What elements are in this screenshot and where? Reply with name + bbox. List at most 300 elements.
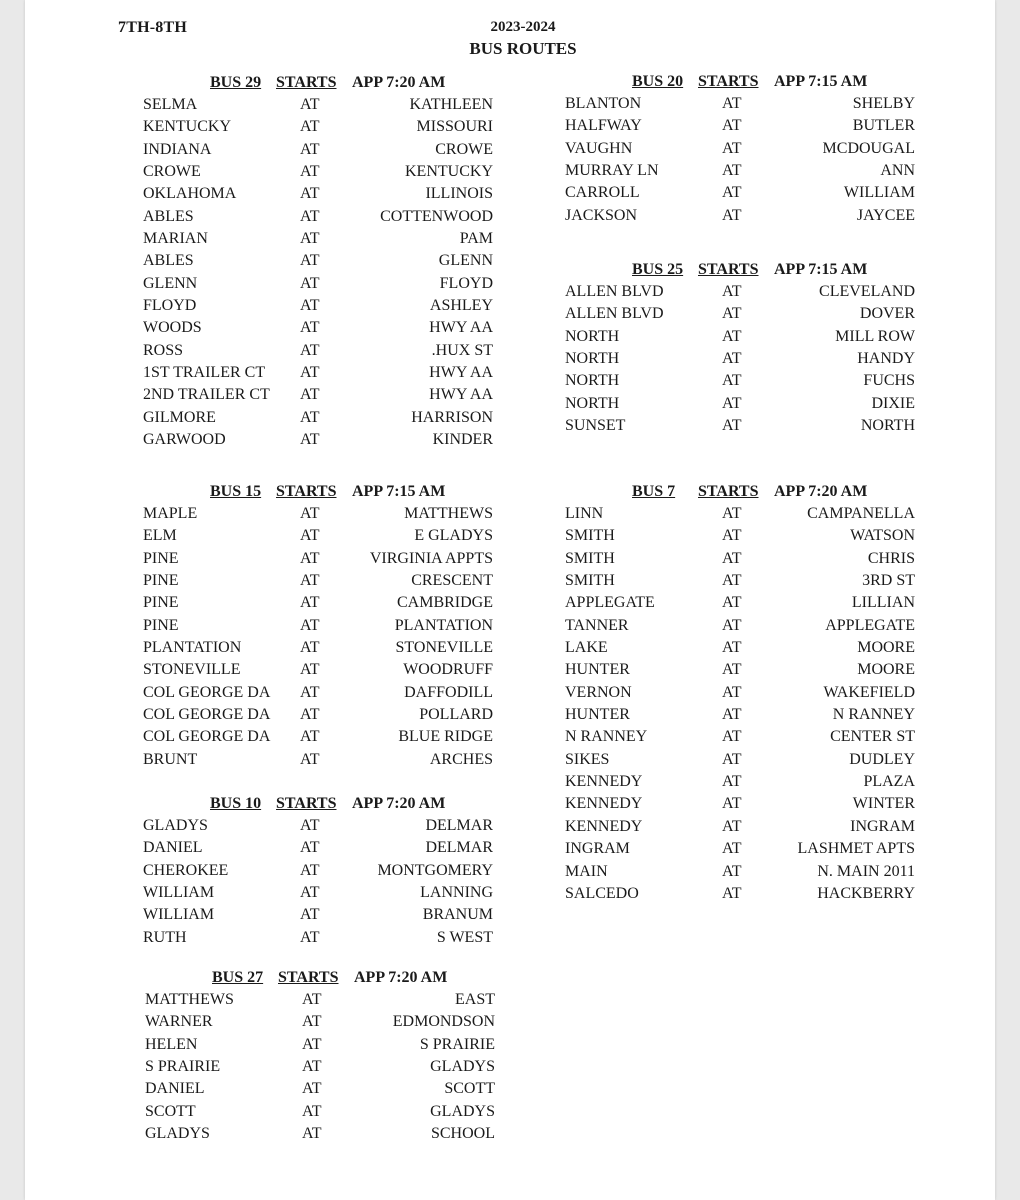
at-label: AT bbox=[300, 683, 320, 701]
stop-row bbox=[565, 548, 915, 570]
stop-row bbox=[143, 116, 493, 138]
street-name: SIKES bbox=[565, 750, 610, 768]
cross-street: KINDER bbox=[432, 431, 493, 449]
street-name: VERNON bbox=[565, 683, 632, 701]
street-name: ABLES bbox=[143, 252, 194, 270]
at-label: AT bbox=[722, 549, 742, 567]
cross-street: S PRAIRIE bbox=[419, 1035, 495, 1053]
street-name: PLANTATION bbox=[143, 639, 242, 657]
at-label: AT bbox=[300, 928, 320, 946]
at-label: AT bbox=[300, 505, 320, 522]
stop-row bbox=[565, 637, 915, 659]
stop-row bbox=[565, 393, 915, 415]
cross-street: CHRIS bbox=[867, 549, 915, 567]
cross-street: COTTENWOOD bbox=[380, 207, 493, 225]
cross-street: JAYCEE bbox=[856, 206, 915, 224]
at-label: AT bbox=[722, 162, 742, 180]
at-label: AT bbox=[722, 417, 742, 435]
street-name: HALFWAY bbox=[565, 117, 642, 135]
at-label: AT bbox=[300, 616, 320, 634]
at-label: AT bbox=[300, 839, 320, 857]
at-label: AT bbox=[300, 163, 320, 181]
street-name: GLADYS bbox=[145, 1125, 210, 1143]
cross-street: MCDOUGAL bbox=[822, 139, 915, 157]
street-name: ELM bbox=[143, 527, 177, 545]
cross-street: HWY AA bbox=[429, 364, 493, 382]
at-label: AT bbox=[300, 364, 320, 382]
document-title: BUS ROUTES bbox=[469, 39, 577, 58]
street-name: GARWOOD bbox=[143, 431, 226, 449]
cross-street: SCOTT bbox=[444, 1080, 495, 1098]
street-name: APPLEGATE bbox=[565, 594, 655, 612]
at-label: AT bbox=[722, 95, 742, 112]
street-name: SELMA bbox=[143, 96, 198, 113]
route-block bbox=[565, 261, 915, 437]
at-label: AT bbox=[722, 750, 742, 768]
stop-row bbox=[145, 1101, 495, 1123]
cross-street: HANDY bbox=[857, 350, 915, 368]
street-name: HELEN bbox=[145, 1035, 198, 1053]
cross-street: MISSOURI bbox=[416, 118, 493, 136]
cross-street: WINTER bbox=[852, 795, 915, 813]
street-name: PINE bbox=[143, 594, 179, 612]
stop-row bbox=[145, 1056, 495, 1078]
street-name: ALLEN BLVD bbox=[565, 305, 664, 323]
starts-label: STARTS bbox=[276, 74, 337, 91]
cross-street: BLUE RIDGE bbox=[398, 728, 493, 746]
route-header bbox=[143, 795, 493, 815]
street-name: WOODS bbox=[143, 319, 202, 337]
street-name: ROSS bbox=[143, 341, 184, 359]
at-label: AT bbox=[722, 728, 742, 746]
stop-row bbox=[143, 250, 493, 272]
route-block bbox=[565, 73, 915, 227]
street-name: KENTUCKY bbox=[143, 118, 231, 136]
cross-street: WAKEFIELD bbox=[823, 683, 915, 701]
cross-street: EDMONDSON bbox=[392, 1013, 495, 1031]
cross-street: GLADYS bbox=[430, 1058, 495, 1076]
at-label: AT bbox=[300, 527, 320, 545]
at-label: AT bbox=[722, 639, 742, 657]
street-name: ALLEN BLVD bbox=[565, 283, 664, 300]
street-name: RUTH bbox=[143, 928, 187, 946]
stop-row bbox=[143, 592, 493, 614]
at-label: AT bbox=[300, 386, 320, 404]
cross-street: BUTLER bbox=[852, 117, 915, 135]
at-label: AT bbox=[302, 1080, 322, 1098]
at-label: AT bbox=[300, 639, 320, 657]
street-name: TANNER bbox=[565, 616, 629, 634]
street-name: SCOTT bbox=[145, 1102, 196, 1120]
cross-street: MOORE bbox=[857, 639, 915, 657]
stop-row bbox=[565, 771, 915, 793]
stop-row bbox=[565, 615, 915, 637]
street-name: MATTHEWS bbox=[145, 991, 234, 1008]
stop-row bbox=[145, 1078, 495, 1100]
at-label: AT bbox=[722, 327, 742, 345]
at-label: AT bbox=[300, 661, 320, 679]
stop-row bbox=[565, 883, 915, 905]
cross-street: LASHMET APTS bbox=[797, 840, 915, 858]
cross-street: ILLINOIS bbox=[425, 185, 493, 203]
street-name: CHEROKEE bbox=[143, 861, 229, 879]
street-name: GILMORE bbox=[143, 408, 216, 426]
start-time: APP 7:15 AM bbox=[352, 483, 446, 500]
stop-row bbox=[565, 749, 915, 771]
street-name: DANIEL bbox=[145, 1080, 205, 1098]
cross-street: DELMAR bbox=[425, 817, 493, 834]
at-label: AT bbox=[722, 527, 742, 545]
start-time: APP 7:15 AM bbox=[774, 73, 868, 90]
stop-row bbox=[143, 837, 493, 859]
stop-row bbox=[565, 704, 915, 726]
stop-row bbox=[565, 682, 915, 704]
cross-street: APPLEGATE bbox=[825, 616, 915, 634]
street-name: SUNSET bbox=[565, 417, 626, 435]
at-label: AT bbox=[302, 1013, 322, 1031]
at-label: AT bbox=[722, 350, 742, 368]
cross-street: HUX ST. bbox=[431, 341, 493, 359]
stop-row bbox=[565, 281, 915, 303]
cross-street: ASHLEY bbox=[429, 297, 493, 315]
street-name: N RANNEY bbox=[565, 728, 648, 746]
at-label: AT bbox=[722, 572, 742, 590]
street-name: SALCEDO bbox=[565, 884, 639, 902]
street-name: WILLIAM bbox=[143, 884, 215, 902]
stop-row bbox=[145, 1123, 495, 1145]
cross-street: CLEVELAND bbox=[819, 283, 915, 300]
at-label: AT bbox=[300, 906, 320, 924]
at-label: AT bbox=[300, 728, 320, 746]
at-label: AT bbox=[300, 549, 320, 567]
cross-street: KENTUCKY bbox=[405, 163, 493, 181]
at-label: AT bbox=[300, 750, 320, 768]
cross-street: WILLIAM bbox=[843, 184, 915, 202]
street-name: INGRAM bbox=[565, 840, 630, 858]
cross-street: N RANNEY bbox=[832, 706, 915, 724]
stop-row bbox=[143, 273, 493, 295]
at-label: AT bbox=[722, 773, 742, 791]
street-name: KENNEDY bbox=[565, 817, 643, 835]
at-label: AT bbox=[300, 274, 320, 292]
cross-street: LANNING bbox=[420, 884, 493, 902]
cross-street: HWY AA bbox=[429, 319, 493, 337]
stop-row bbox=[143, 384, 493, 406]
stop-row bbox=[565, 138, 915, 160]
street-name: S PRAIRIE bbox=[145, 1058, 221, 1076]
at-label: AT bbox=[300, 319, 320, 337]
stop-row bbox=[143, 407, 493, 429]
cross-street: DAFFODILL bbox=[404, 683, 493, 701]
street-name: MAPLE bbox=[143, 505, 198, 522]
cross-street: VIRGINIA APPTS bbox=[369, 549, 493, 567]
street-name: 2ND TRAILER CT bbox=[143, 386, 270, 404]
at-label: AT bbox=[300, 431, 320, 449]
at-label: AT bbox=[722, 139, 742, 157]
route-block bbox=[143, 795, 493, 949]
stop-row bbox=[565, 415, 915, 437]
cross-street: ARCHES bbox=[429, 750, 493, 768]
street-name: SMITH bbox=[565, 527, 615, 545]
stop-row bbox=[565, 816, 915, 838]
at-label: AT bbox=[722, 394, 742, 412]
stop-row bbox=[565, 793, 915, 815]
cross-street: WOODRUFF bbox=[403, 661, 493, 679]
stop-row bbox=[143, 570, 493, 592]
at-label: AT bbox=[722, 117, 742, 135]
stop-row bbox=[143, 749, 493, 771]
route-header bbox=[143, 74, 493, 94]
stop-row bbox=[143, 525, 493, 547]
at-label: AT bbox=[722, 505, 742, 522]
cross-street: DOVER bbox=[859, 305, 915, 323]
route-header bbox=[565, 73, 915, 93]
street-name: PINE bbox=[143, 572, 179, 590]
cross-street: WATSON bbox=[850, 527, 915, 545]
bus-number: BUS 15 bbox=[210, 483, 262, 500]
street-name: HUNTER bbox=[565, 661, 630, 679]
stop-row bbox=[143, 94, 493, 116]
at-label: AT bbox=[300, 252, 320, 270]
stop-row bbox=[143, 860, 493, 882]
at-label: AT bbox=[302, 1102, 322, 1120]
cross-street: MILL ROW bbox=[835, 327, 915, 345]
stop-row bbox=[565, 160, 915, 182]
at-label: AT bbox=[722, 706, 742, 724]
cross-street: HWY AA bbox=[429, 386, 493, 404]
cross-street: ANN bbox=[880, 162, 915, 180]
cross-street: HACKBERRY bbox=[817, 884, 915, 902]
start-time: APP 7:20 AM bbox=[774, 483, 868, 500]
street-name: SMITH bbox=[565, 549, 615, 567]
bus-number: BUS 10 bbox=[210, 795, 262, 812]
stop-row bbox=[143, 340, 493, 362]
street-name: KENNEDY bbox=[565, 773, 643, 791]
at-label: AT bbox=[722, 372, 742, 390]
at-label: AT bbox=[300, 230, 320, 248]
stop-row bbox=[565, 659, 915, 681]
start-time: APP 7:20 AM bbox=[352, 74, 446, 91]
at-label: AT bbox=[722, 283, 742, 300]
at-label: AT bbox=[300, 817, 320, 834]
cross-street: GLADYS bbox=[430, 1102, 495, 1120]
street-name: LINN bbox=[565, 505, 604, 522]
cross-street: INGRAM bbox=[850, 817, 915, 835]
cross-street: PLAZA bbox=[863, 773, 915, 791]
stop-row bbox=[143, 904, 493, 926]
stop-row bbox=[565, 348, 915, 370]
at-label: AT bbox=[300, 118, 320, 136]
street-name: DANIEL bbox=[143, 839, 203, 857]
at-label: AT bbox=[300, 572, 320, 590]
stop-row bbox=[143, 659, 493, 681]
street-name: WARNER bbox=[145, 1013, 213, 1031]
at-label: AT bbox=[722, 184, 742, 202]
at-label: AT bbox=[302, 1125, 322, 1143]
stop-row bbox=[565, 182, 915, 204]
school-year: 2023-2024 bbox=[490, 19, 556, 35]
street-name: BLANTON bbox=[565, 95, 642, 112]
stop-row bbox=[565, 503, 915, 525]
cross-street: CRESCENT bbox=[411, 572, 493, 590]
route-header bbox=[145, 969, 495, 989]
cross-street: GLENN bbox=[438, 252, 493, 270]
start-time: APP 7:20 AM bbox=[354, 969, 448, 986]
starts-label: STARTS bbox=[276, 483, 337, 500]
street-name: COL GEORGE DA bbox=[143, 683, 271, 701]
at-label: AT bbox=[300, 297, 320, 315]
stop-row bbox=[143, 882, 493, 904]
at-label: AT bbox=[302, 991, 322, 1008]
street-name: NORTH bbox=[565, 350, 620, 368]
cross-street: 2011 N. MAIN bbox=[817, 862, 915, 880]
bus-number: BUS 27 bbox=[212, 969, 264, 986]
cross-street: MONTGOMERY bbox=[377, 861, 493, 879]
route-header bbox=[565, 483, 915, 503]
cross-street: EAST bbox=[455, 991, 495, 1008]
street-name: NORTH bbox=[565, 394, 620, 412]
bus-number: BUS 29 bbox=[210, 74, 262, 91]
cross-street: MATTHEWS bbox=[404, 505, 493, 522]
grade-label: 7TH-8TH bbox=[118, 19, 187, 36]
stop-row bbox=[143, 161, 493, 183]
at-label: AT bbox=[300, 594, 320, 612]
cross-street: SCHOOL bbox=[430, 1125, 495, 1143]
stop-row bbox=[143, 429, 493, 451]
cross-street: HARRISON bbox=[411, 408, 493, 426]
cross-street: FUCHS bbox=[863, 372, 915, 390]
street-name: VAUGHN bbox=[565, 139, 633, 157]
stop-row bbox=[565, 93, 915, 115]
stop-row bbox=[143, 927, 493, 949]
street-name: WILLIAM bbox=[143, 906, 215, 924]
street-name: FLOYD bbox=[143, 297, 197, 315]
at-label: AT bbox=[300, 884, 320, 902]
street-name: PINE bbox=[143, 616, 179, 634]
starts-label: STARTS bbox=[698, 73, 759, 90]
route-header bbox=[565, 261, 915, 281]
cross-street: NORTH bbox=[860, 417, 915, 435]
stop-row bbox=[565, 525, 915, 547]
cross-street: E GLADYS bbox=[414, 527, 493, 545]
street-name: GLADYS bbox=[143, 817, 208, 834]
street-name: OKLAHOMA bbox=[143, 185, 237, 203]
route-block bbox=[145, 969, 495, 1145]
starts-label: STARTS bbox=[278, 969, 339, 986]
at-label: AT bbox=[302, 1058, 322, 1076]
stop-row bbox=[143, 183, 493, 205]
stop-row bbox=[565, 326, 915, 348]
stop-row bbox=[143, 815, 493, 837]
stop-row bbox=[145, 1011, 495, 1033]
at-label: AT bbox=[722, 817, 742, 835]
at-label: AT bbox=[300, 861, 320, 879]
bus-number: BUS 25 bbox=[632, 261, 684, 278]
at-label: AT bbox=[300, 408, 320, 426]
street-name: MURRAY LN bbox=[565, 162, 659, 180]
stop-row bbox=[143, 228, 493, 250]
stop-row bbox=[143, 295, 493, 317]
cross-street: 3RD ST bbox=[862, 572, 915, 590]
stop-row bbox=[143, 317, 493, 339]
stop-row bbox=[565, 303, 915, 325]
street-name: PINE bbox=[143, 549, 179, 567]
route-block bbox=[565, 483, 915, 905]
starts-label: STARTS bbox=[698, 261, 759, 278]
stop-row bbox=[143, 615, 493, 637]
street-name: KENNEDY bbox=[565, 795, 643, 813]
cross-street: BRANUM bbox=[422, 906, 493, 924]
street-name: COL GEORGE DA bbox=[143, 728, 271, 746]
at-label: AT bbox=[722, 884, 742, 902]
stop-row bbox=[145, 989, 495, 1011]
street-name: MAIN bbox=[565, 862, 608, 880]
at-label: AT bbox=[722, 862, 742, 880]
street-name: MARIAN bbox=[143, 230, 208, 248]
street-name: CARROLL bbox=[565, 184, 640, 202]
route-block bbox=[143, 74, 493, 452]
street-name: COL GEORGE DA bbox=[143, 706, 271, 724]
street-name: CROWE bbox=[143, 163, 201, 181]
at-label: AT bbox=[300, 341, 320, 359]
street-name: SMITH bbox=[565, 572, 615, 590]
cross-street: CAMPANELLA bbox=[807, 505, 915, 522]
cross-street: DIXIE bbox=[871, 394, 915, 412]
at-label: AT bbox=[300, 185, 320, 203]
stop-row bbox=[565, 726, 915, 748]
street-name: GLENN bbox=[143, 274, 198, 292]
stop-row bbox=[145, 1034, 495, 1056]
starts-label: STARTS bbox=[698, 483, 759, 500]
cross-street: DUDLEY bbox=[849, 750, 915, 768]
street-name: BRUNT bbox=[143, 750, 198, 768]
cross-street: CROWE bbox=[435, 140, 493, 158]
at-label: AT bbox=[722, 795, 742, 813]
stop-row bbox=[565, 370, 915, 392]
at-label: AT bbox=[722, 594, 742, 612]
stop-row bbox=[143, 503, 493, 525]
cross-street: STONEVILLE bbox=[395, 639, 493, 657]
cross-street: FLOYD bbox=[439, 274, 493, 292]
cross-street: PAM bbox=[459, 230, 493, 248]
street-name: JACKSON bbox=[565, 206, 638, 224]
street-name: INDIANA bbox=[143, 140, 212, 158]
start-time: APP 7:15 AM bbox=[774, 261, 868, 278]
stop-row bbox=[143, 704, 493, 726]
stop-row bbox=[143, 139, 493, 161]
at-label: AT bbox=[722, 683, 742, 701]
starts-label: STARTS bbox=[276, 795, 337, 812]
route-block bbox=[143, 483, 493, 771]
street-name: NORTH bbox=[565, 327, 620, 345]
stop-row bbox=[565, 838, 915, 860]
at-label: AT bbox=[722, 661, 742, 679]
stop-row bbox=[565, 570, 915, 592]
at-label: AT bbox=[722, 616, 742, 634]
cross-street: DELMAR bbox=[425, 839, 493, 857]
cross-street: CAMBRIDGE bbox=[396, 594, 493, 612]
stop-row bbox=[143, 726, 493, 748]
stop-row bbox=[143, 548, 493, 570]
cross-street: S WEST bbox=[436, 928, 493, 946]
stop-row bbox=[565, 115, 915, 137]
bus-number: BUS 20 bbox=[632, 73, 684, 90]
stop-row bbox=[143, 206, 493, 228]
street-name: LAKE bbox=[565, 639, 608, 657]
street-name: NORTH bbox=[565, 372, 620, 390]
street-name: STONEVILLE bbox=[143, 661, 241, 679]
at-label: AT bbox=[302, 1035, 322, 1053]
